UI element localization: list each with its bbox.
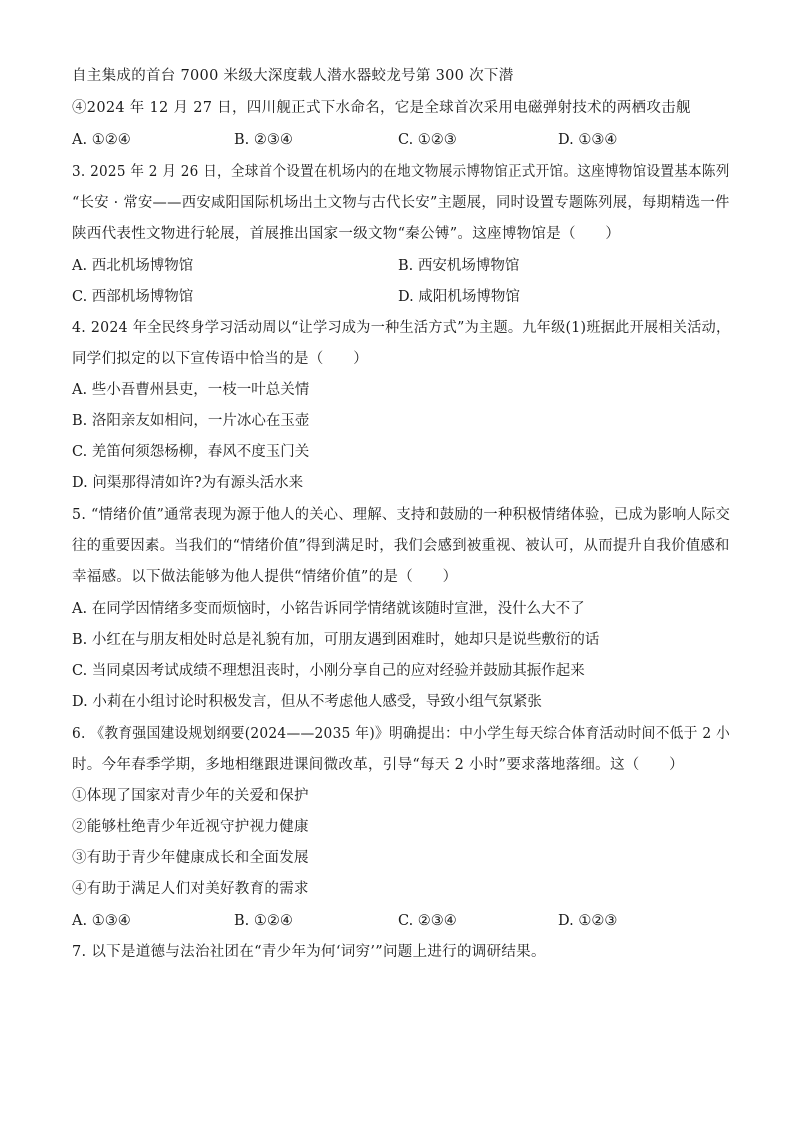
q4-option-c: C. 羌笛何须怨杨柳，春风不度玉门关	[72, 444, 310, 460]
q5-option-c: C. 当同桌因考试成绩不理想沮丧时，小刚分享自己的应对经验并鼓励其振作起来	[72, 663, 585, 679]
prev-option-c: C. ①②③	[398, 132, 457, 148]
q6-item-3: ③有助于青少年健康成长和全面发展	[72, 850, 309, 866]
q5-option-a: A. 在同学因情绪多变而烦恼时，小铭告诉同学情绪就该随时宣泄，没什么大不了	[72, 601, 585, 617]
q3-stem-line-1: 3. 2025 年 2 月 26 日，全球首个设置在机场内的在地文物展示博物馆正式开馆。这座博物馆设置基本陈列	[72, 164, 730, 180]
q3-option-b: B. 西安机场博物馆	[398, 258, 520, 274]
q5-option-b: B. 小红在与朋友相处时总是礼貌有加，可朋友遇到困难时，她却只是说些敷衍的话	[72, 632, 600, 648]
q6-option-a: A. ①③④	[72, 913, 131, 929]
q6-item-2: ②能够杜绝青少年近视守护视力健康	[72, 819, 309, 835]
q6-item-4: ④有助于满足人们对美好教育的需求	[72, 881, 309, 897]
q6-option-d: D. ①②③	[558, 913, 618, 929]
q5-stem-line-1: 5. “情绪价值”通常表现为源于他人的关心、理解、支持和鼓励的一种积极情绪体验，已成为影响人际交	[72, 507, 731, 523]
prev-option-b: B. ②③④	[234, 132, 293, 148]
prev-option-d: D. ①③④	[558, 132, 618, 148]
q5-stem-line-2: 往的重要因素。当我们的“情绪价值”得到满足时，我们会感到被重视、被认可，从而提升自我价值感和	[72, 538, 730, 554]
q3-option-d: D. 咸阳机场博物馆	[398, 289, 520, 305]
q4-option-b: B. 洛阳亲友如相问，一片冰心在玉壶	[72, 413, 310, 429]
q6-option-b: B. ①②④	[234, 913, 293, 929]
q3-option-c: C. 西部机场博物馆	[72, 289, 194, 305]
q6-stem-line-1: 6. 《教育强国建设规划纲要(2024——2035 年)》明确提出：中小学生每天综合体育活动时间不低于 2 小	[72, 726, 731, 742]
q4-option-a: A. 些小吾曹州县吏，一枝一叶总关情	[72, 382, 310, 398]
q3-stem-line-2: “长安 · 常安——西安咸阳国际机场出土文物与古代长安”主题展，同时设置专题陈列展，每期精选一件	[72, 195, 730, 211]
q6-item-1: ①体现了国家对青少年的关爱和保护	[72, 788, 309, 804]
prev-question-item-4: ④2024 年 12 月 27 日，四川舰正式下水命名，它是全球首次采用电磁弹射技术的两栖攻击舰	[72, 100, 691, 116]
q3-stem-line-3: 陕西代表性文物进行轮展，首展推出国家一级文物“秦公镈”。这座博物馆是（ ）	[72, 226, 621, 242]
q5-option-d: D. 小莉在小组讨论时积极发言，但从不考虑他人感受，导致小组气氛紧张	[72, 694, 542, 710]
prev-question-line-1: 自主集成的首台 7000 米级大深度载人潜水器蛟龙号第 300 次下潜	[72, 68, 514, 84]
q7-stem-line-1: 7. 以下是道德与法治社团在“青少年为何‘词穷’”问题上进行的调研结果。	[72, 944, 546, 960]
q6-stem-line-2: 时。今年春季学期，多地相继跟进课间微改革，引导“每天 2 小时”要求落地落细。这（ ）	[72, 757, 684, 773]
q4-option-d: D. 问渠那得清如许?为有源头活水来	[72, 475, 304, 491]
q3-option-a: A. 西北机场博物馆	[72, 258, 194, 274]
q4-stem-line-1: 4. 2024 年全民终身学习活动周以“让学习成为一种生活方式”为主题。九年级(1)班据此开展相关活动，	[72, 320, 731, 336]
q4-stem-line-2: 同学们拟定的以下宣传语中恰当的是（ ）	[72, 351, 368, 367]
q6-option-c: C. ②③④	[398, 913, 457, 929]
q5-stem-line-3: 幸福感。以下做法能够为他人提供“情绪价值”的是（ ）	[72, 569, 458, 585]
prev-option-a: A. ①②④	[72, 132, 131, 148]
